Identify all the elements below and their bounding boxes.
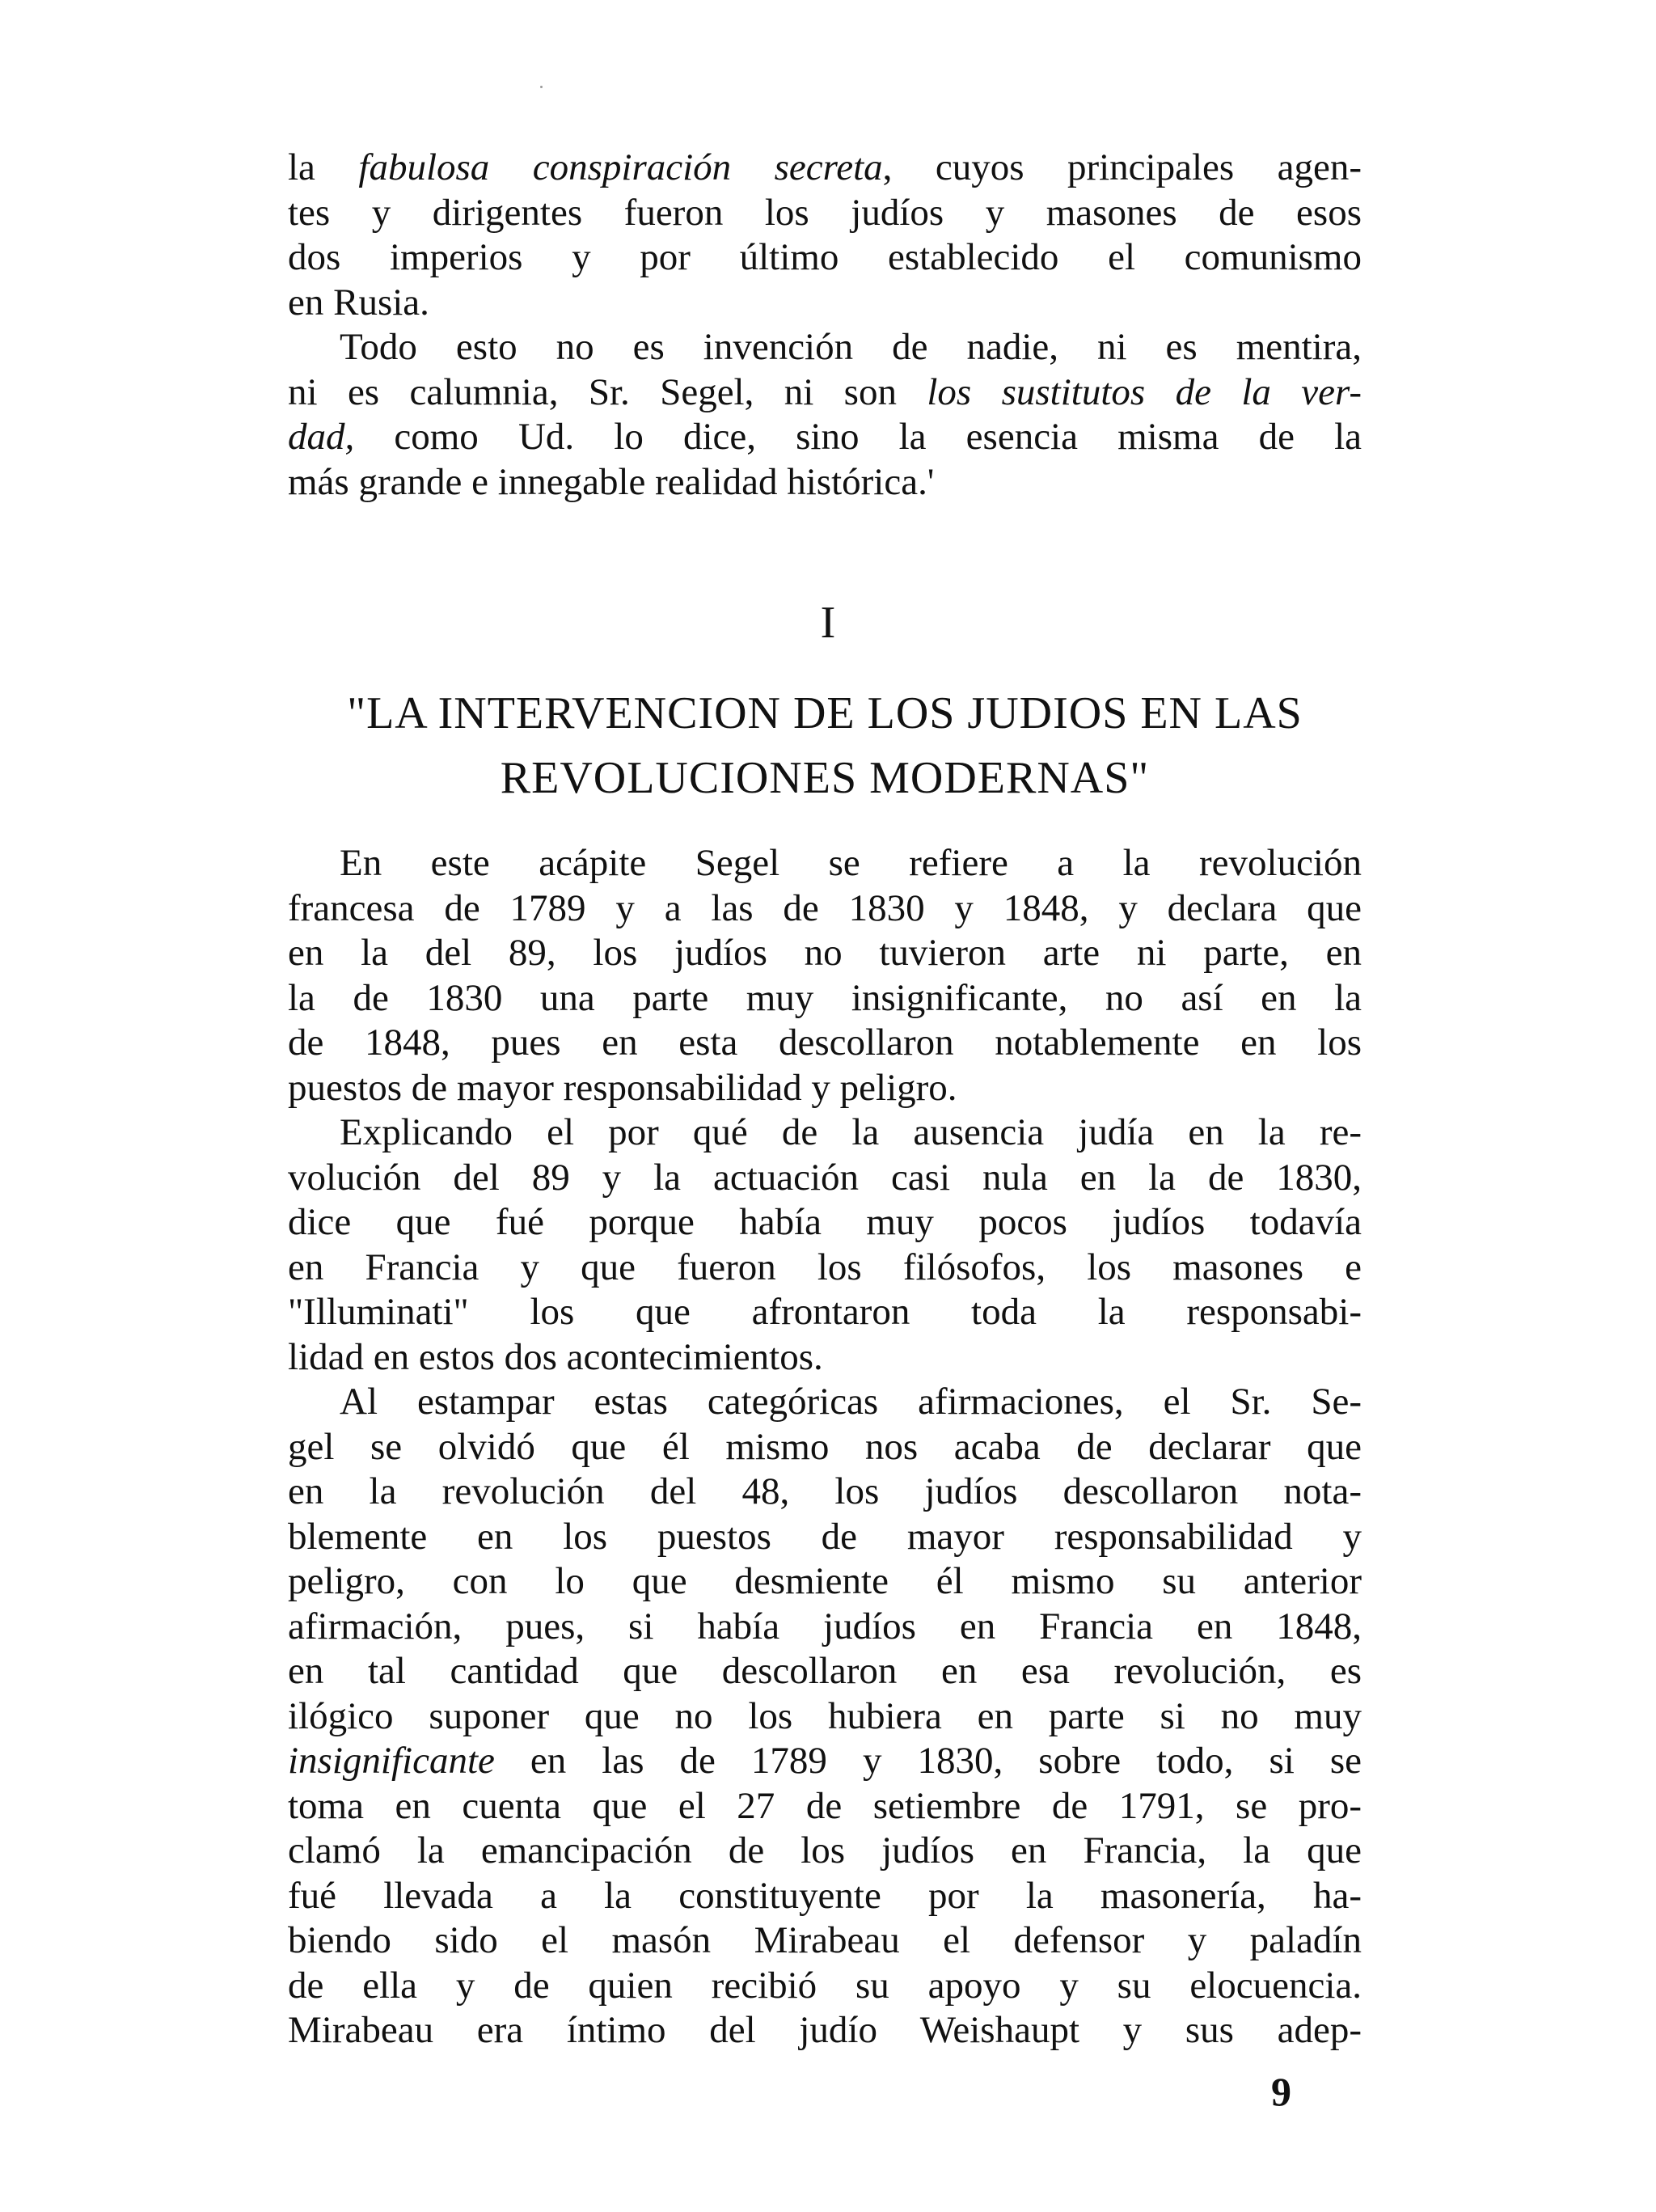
body-line-26	[288, 1964, 1362, 2009]
body-line-23	[288, 1829, 1362, 1874]
text-segment: clamó la emancipación de los judíos en Francia, la que	[288, 1829, 1362, 1872]
body-line-8	[288, 1156, 1362, 1201]
body-line-21	[288, 1739, 1362, 1784]
section-title-line-2: REVOLUCIONES MODERNAS"	[500, 753, 1150, 803]
body-line-16	[288, 1515, 1362, 1560]
text-segment: puestos de mayor responsabilidad y peligro.	[288, 1066, 957, 1109]
text-segment: la de 1830 una parte muy insignificante, no así en la	[288, 976, 1362, 1019]
body-line-18	[288, 1605, 1362, 1650]
text-segment: en la del 89, los judíos no tuvieron arte ni parte, en	[288, 932, 1362, 974]
intro-line-4	[288, 281, 1362, 326]
body-line-10	[288, 1246, 1362, 1291]
body-line-2	[288, 886, 1362, 932]
text-segment: biendo sido el masón Mirabeau el defensor y paladín	[288, 1919, 1362, 1961]
body-line-12	[288, 1335, 1362, 1381]
text-segment: como Ud. lo dice, sino la esencia misma de la	[354, 416, 1362, 458]
body-line-15	[288, 1470, 1362, 1515]
intro-line-2	[288, 191, 1362, 236]
italic-text: dad,	[288, 416, 355, 458]
body-line-20	[288, 1694, 1362, 1740]
italic-text: los sustitutos de la ver-	[927, 370, 1362, 413]
text-segment: en tal cantidad que descollaron en esa revolución, es	[288, 1650, 1362, 1692]
text-segment: gel se olvidó que él mismo nos acaba de declarar que	[288, 1425, 1362, 1468]
body-line-24	[288, 1874, 1362, 1919]
intro-line-7	[288, 415, 1362, 460]
text-segment: , cuyos principales agen-	[882, 146, 1362, 188]
body-line-19	[288, 1649, 1362, 1694]
italic-text: insignificante	[288, 1740, 495, 1782]
text-segment: en Francia y que fueron los filósofos, los masones e	[288, 1246, 1362, 1288]
body-paragraphs	[288, 841, 1362, 2053]
body-line-9	[288, 1200, 1362, 1246]
text-segment: de 1848, pues en esta descollaron notablemente en los	[288, 1021, 1362, 1064]
body-line-13	[288, 1380, 1362, 1425]
text-segment: en Rusia.	[288, 281, 429, 324]
body-line-22	[288, 1784, 1362, 1829]
text-segment: dice que fué porque había muy pocos judíos todavía	[288, 1201, 1362, 1243]
text-segment: afirmación, pues, si había judíos en Francia en 1848,	[288, 1605, 1362, 1647]
section-title-line-1: "LA INTERVENCION DE LOS JUDIOS EN LAS	[347, 688, 1303, 738]
body-line-7	[288, 1110, 1362, 1156]
text-segment: "Illuminati" los que afrontaron toda la responsabi-	[288, 1291, 1362, 1333]
text-segment: más grande e innegable realidad histórica.'	[288, 460, 935, 503]
text-segment: En este acápite Segel se refiere a la revolución	[340, 842, 1362, 884]
text-segment: Al estampar estas categóricas afirmaciones, el Sr. Se-	[340, 1381, 1362, 1423]
text-segment: toma en cuenta que el 27 de setiembre de 1791, se pro-	[288, 1784, 1362, 1827]
intro-line-3	[288, 235, 1362, 281]
text-segment: ilógico suponer que no los hubiera en parte si no muy	[288, 1694, 1362, 1737]
text-segment: fué llevada a la constituyente por la masonería, ha-	[288, 1874, 1362, 1917]
italic-text: fabulosa conspiración secreta	[358, 146, 883, 188]
section-title	[288, 681, 1362, 810]
intro-line-8	[288, 460, 1362, 505]
intro-paragraphs	[288, 146, 1362, 505]
body-line-17	[288, 1559, 1362, 1605]
intro-line-5	[288, 325, 1362, 370]
intro-line-6	[288, 370, 1362, 416]
body-line-4	[288, 976, 1362, 1021]
body-line-14	[288, 1425, 1362, 1470]
text-segment: de ella y de quien recibió su apoyo y su elocuencia.	[288, 1964, 1362, 2007]
section-number: I	[820, 598, 836, 648]
intro-line-1	[288, 146, 1362, 191]
text-segment: en las de 1789 y 1830, sobre todo, si se	[494, 1740, 1362, 1782]
text-segment: blemente en los puestos de mayor responsabilidad y	[288, 1515, 1362, 1558]
text-segment: Explicando el por qué de la ausencia judía en la re-	[340, 1111, 1362, 1153]
text-segment: francesa de 1789 y a las de 1830 y 1848, y declara que	[288, 886, 1362, 929]
text-segment: lidad en estos dos acontecimientos.	[288, 1335, 823, 1378]
scan-speck	[540, 86, 543, 88]
text-segment: dos imperios y por último establecido el comunismo	[288, 236, 1362, 278]
body-line-11	[288, 1290, 1362, 1335]
text-segment: volución del 89 y la actuación casi nula en la de 1830,	[288, 1156, 1362, 1199]
body-line-5	[288, 1021, 1362, 1066]
body-line-1	[288, 841, 1362, 886]
body-line-6	[288, 1066, 1362, 1111]
text-segment: peligro, con lo que desmiente él mismo su anterior	[288, 1560, 1362, 1602]
text-segment: ni es calumnia, Sr. Segel, ni son	[288, 370, 927, 413]
body-line-27	[288, 2008, 1362, 2053]
text-segment: en la revolución del 48, los judíos descollaron nota-	[288, 1470, 1362, 1512]
text-segment: la	[288, 146, 359, 188]
page-number: 9	[1271, 2069, 1291, 2114]
text-segment: tes y dirigentes fueron los judíos y masones de esos	[288, 191, 1362, 234]
body-line-25	[288, 1918, 1362, 1964]
text-segment: Todo esto no es invención de nadie, ni es mentira,	[340, 326, 1362, 368]
text-segment: Mirabeau era íntimo del judío Weishaupt y sus adep-	[288, 2009, 1362, 2051]
body-line-3	[288, 931, 1362, 976]
